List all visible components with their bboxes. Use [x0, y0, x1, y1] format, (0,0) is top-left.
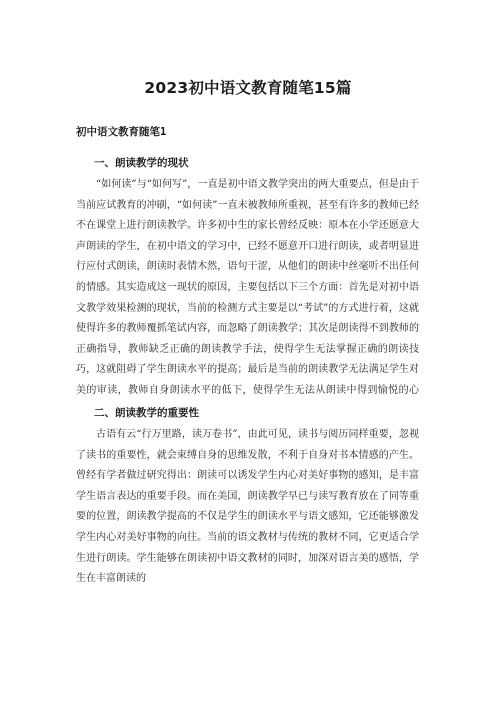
section-paragraph: 古语有云“行万里路，读万卷书”，由此可见，读书与阅历同样重要，忽视了读书的重要性，就会束缚自身的思维发散，不利于自身对书本情感的产生。曾经有学者做过研究得出：朗读可以诱发学生内心对美好事物的感知，是丰富学生语言表达的重要手段。而在美国，朗读教学早已与读写教育放在了同等重要的位置，朗读教学提高的不仅是学生的朗读水平与语文感知，它还能够激发学生内心对美好事物的向往。当前的语文教材与传统的教材不同，它更适合学生进行朗读。学生能够在朗读初中语文教材的同时，加深对语言美的感悟，学生在丰富朗读的 [76, 429, 419, 585]
document-title: 2023初中语文教育随笔15篇 [144, 79, 352, 97]
section-paragraph: “如何读”与“如何写”，一直是初中语文教学突出的两大重要点，但是由于当前应试教育的冲刷，“如何读”一直未被教师所重视，甚至有许多的教师已经不在课堂上进行朗读教学。许多初中生的家长曾经反映：原本在小学还愿意大声朗读的学生，在初中语文的学习中，已经不愿意开口进行朗读，或者明显进行应付式朗读，朗读时表情木然，语句干涩，从他们的朗读中丝毫听不出任何的情感。其实造成这一现状的原因，主要包括以下三个方面：首先是对初中语文教学效果检测的现状，当前的检测方式主要是以“考试”的方式进行着，这就使得许多的教师覆抓笔试内容，而忽略了朗读教学；其次是朗读得不到教师的正确指导，教师缺乏正确的朗读教学手法，使得学生无法掌握正确的朗读技巧，这就阻碍了学生朗读水平的提高；最后是当前的朗读教学无法满足学生对美的审读，教师自身朗读水平的低下，使得学生无法从朗读中得到愉悦的心 [76, 179, 419, 396]
section-heading: 一、朗读教学的现状 [94, 157, 189, 169]
section-heading: 二、朗读教学的重要性 [94, 407, 199, 419]
article-title: 初中语文教育随笔1 [76, 126, 167, 138]
